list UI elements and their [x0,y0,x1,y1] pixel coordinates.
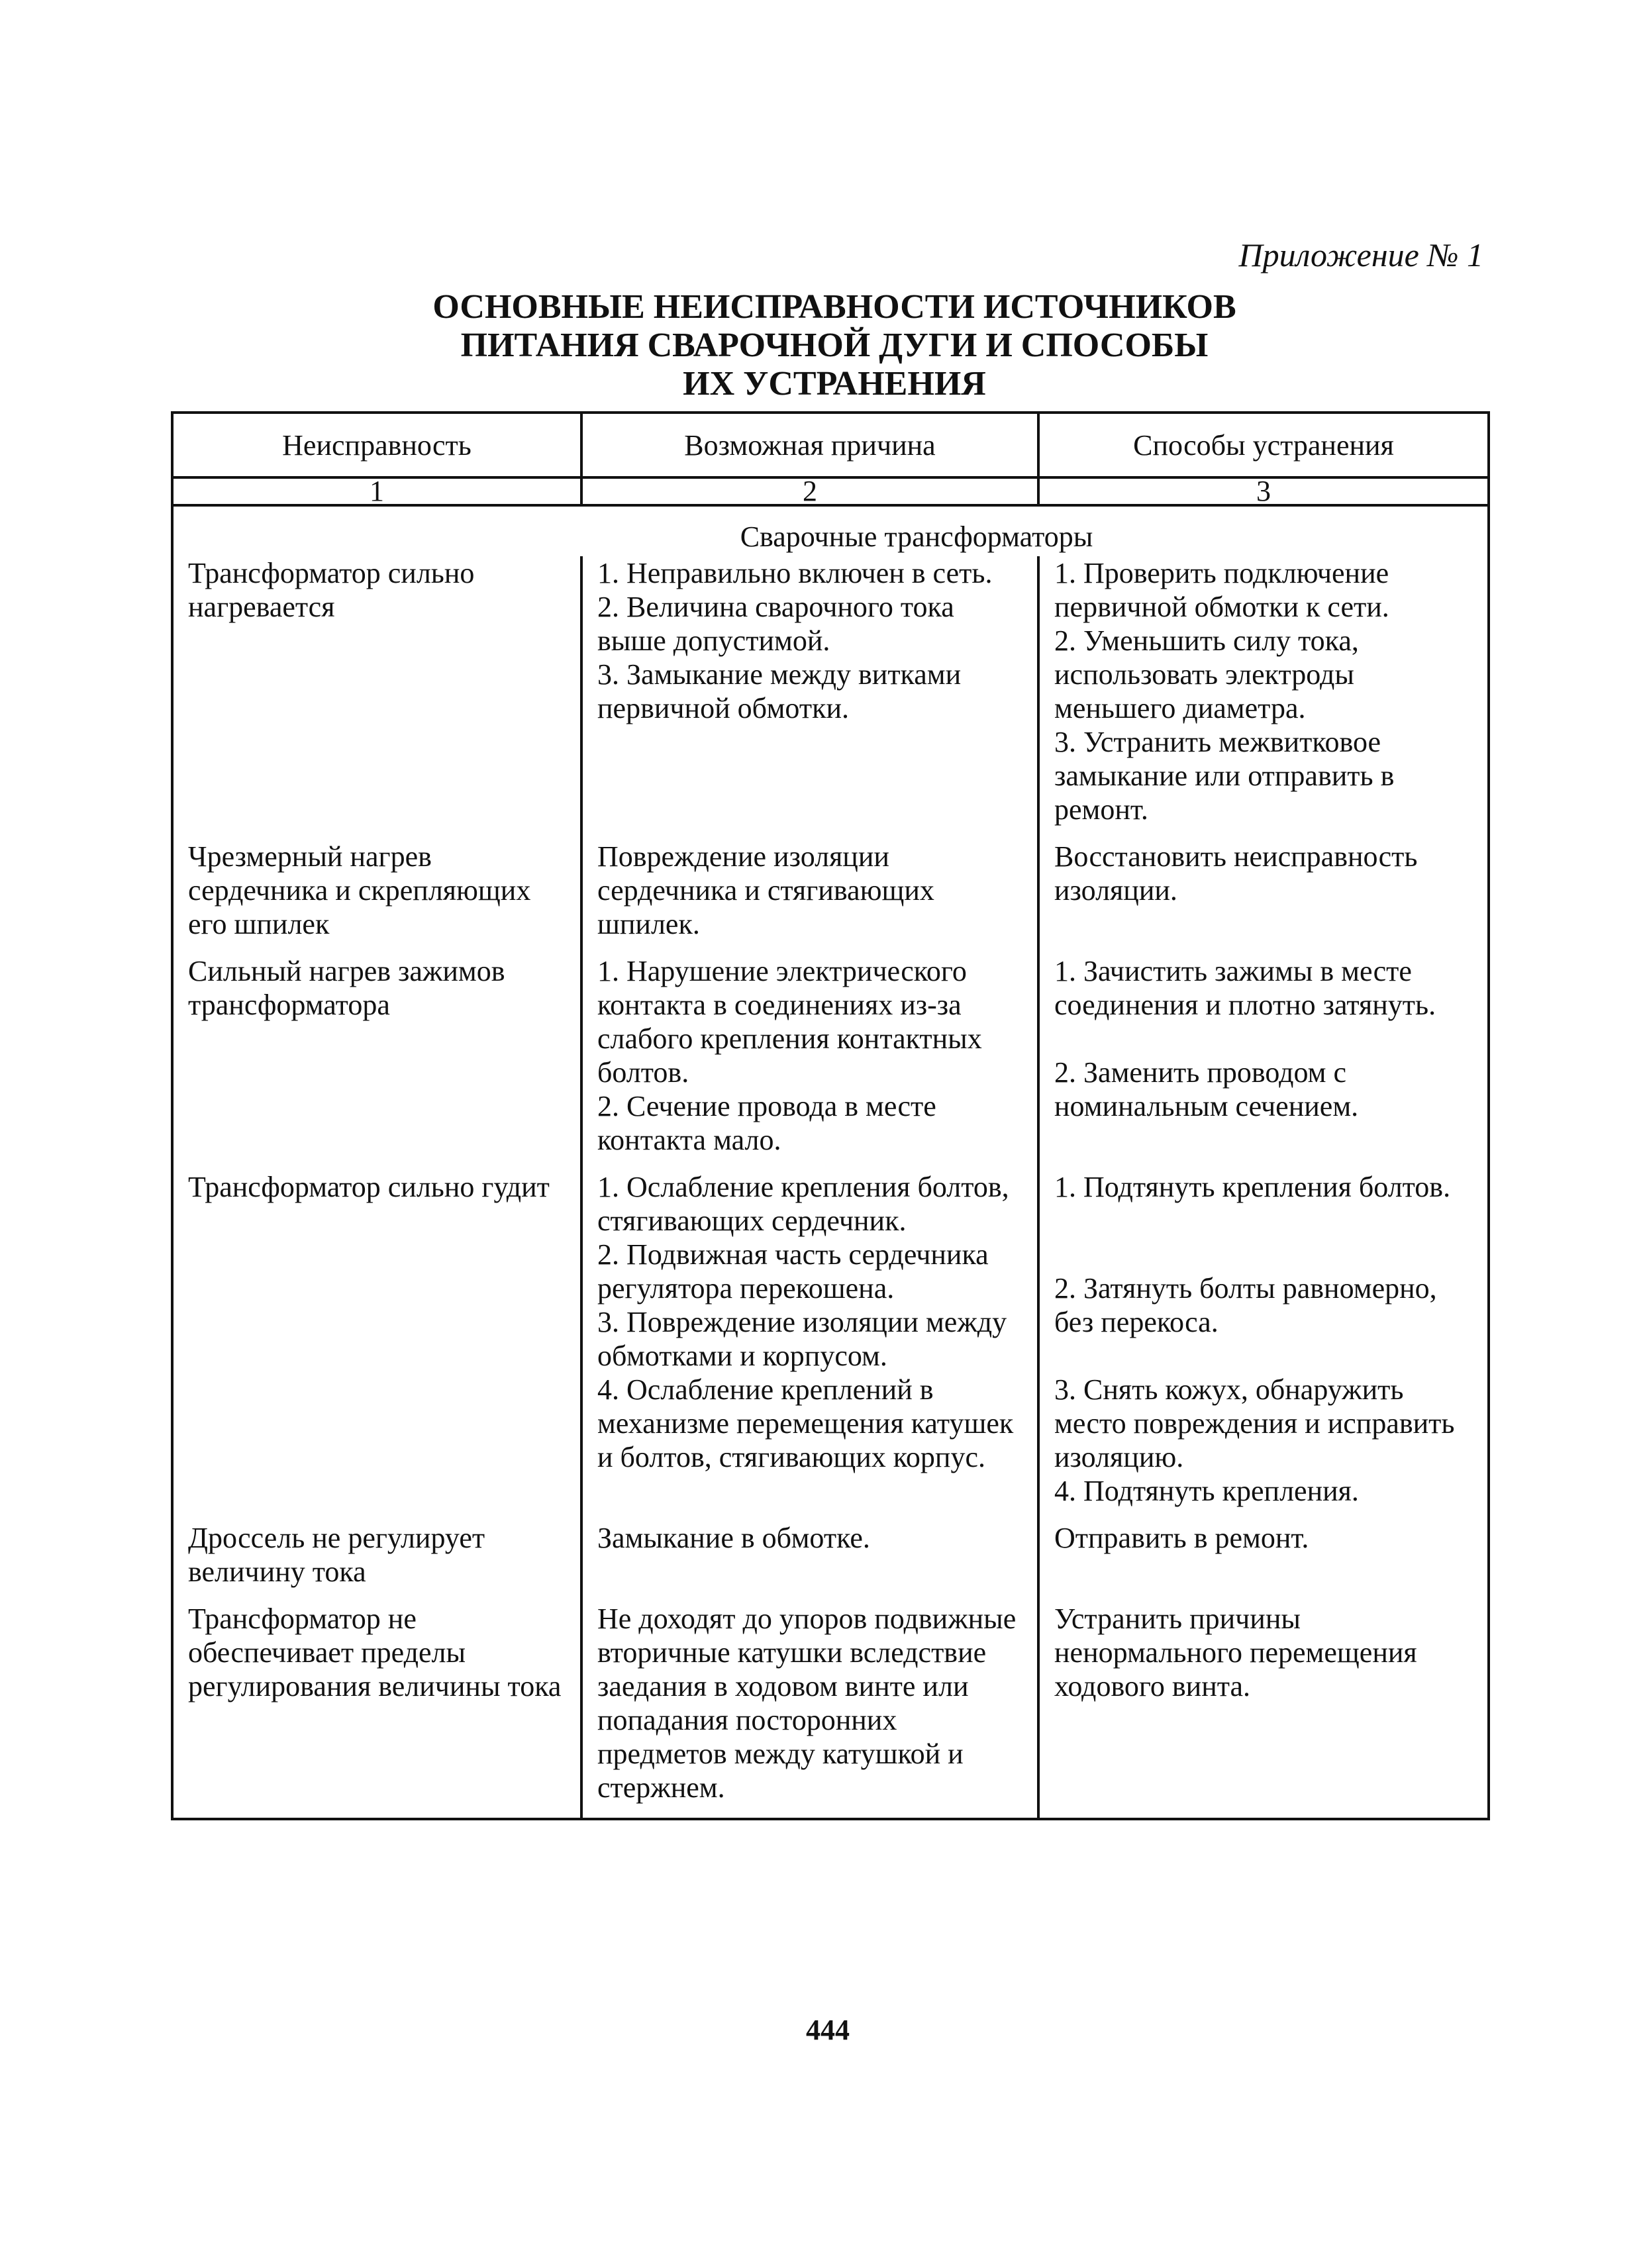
cause-item: 3. Повреждение изоляции между обмотками и корпусом. [597,1306,1007,1372]
table-row [172,556,1489,840]
remedy-item: 2. Затянуть болты равномерно, без перекоса. [1054,1272,1437,1338]
cause-item: Повреждение изоляции сердечника и стягивающих шпилек. [597,840,934,940]
remedy-item: 4. Подтянуть крепления. [1054,1475,1359,1507]
fault-cell: Трансформатор сильно нагревается [172,556,581,840]
cause-item: 1. Нарушение электрического контакта в соединениях из-за слабого крепления контактных болтов. [597,955,982,1089]
cause-cell [581,556,1038,840]
cause-cell [581,1521,1038,1602]
column-number: 1 [172,477,581,505]
fault-cell: Трансформатор сильно гудит [172,1170,581,1521]
column-number: 2 [581,477,1038,505]
remedy-cell [1038,556,1489,840]
remedy-item: Устранить причины ненормального перемещения ходового винта. [1054,1602,1417,1702]
cause-item: Замыкание в обмотке. [597,1522,870,1554]
cause-item: 4. Ослабление креплений в механизме перемещения катушек и болтов, стягивающих корпус. [597,1373,1014,1473]
cause-cell [581,1170,1038,1521]
appendix-label: Приложение № 1 [1238,236,1483,273]
remedy-item: 1. Зачистить зажимы в месте соединения и плотно затянуть. [1054,955,1436,1021]
remedy-item: 1. Подтянуть крепления болтов. [1054,1171,1451,1203]
header-fault: Неисправность [172,413,581,477]
cause-item: 1. Неправильно включен в сеть. [597,557,993,589]
cause-cell [581,840,1038,954]
cause-item: 2. Величина сварочного тока выше допустимой. [597,591,954,657]
remedy-item: 3. Снять кожух, обнаружить место повреждения и исправить изоляцию. [1054,1373,1455,1473]
remedy-cell [1038,1170,1489,1521]
page-title [371,288,1298,403]
remedy-cell [1038,1602,1489,1819]
remedy-item: 3. Устранить межвитковое замыкание или отправить в ремонт. [1054,726,1395,826]
column-number: 3 [1038,477,1489,505]
table-row [172,840,1489,954]
header-row [172,413,1489,477]
page-number: 444 [806,2014,850,2046]
table-row [172,1602,1489,1819]
header-remedy: Способы устранения [1038,413,1489,477]
cause-item: 1. Ослабление крепления болтов, стягивающих сердечник. [597,1171,1009,1237]
title-line: ИХ УСТРАНЕНИЯ [683,365,986,403]
remedy-item: 2. Уменьшить силу тока, использовать электроды меньшего диаметра. [1054,624,1359,724]
cause-item: 2. Сечение провода в месте контакта мало. [597,1090,936,1156]
table-row [172,1521,1489,1602]
column-numbers-row [172,477,1489,505]
section-heading [172,515,1489,556]
remedy-cell [1038,954,1489,1170]
fault-cell: Сильный нагрев зажимов трансформатора [172,954,581,1170]
fault-cell: Трансформатор не обеспечивает пределы регулирования величины тока [172,1602,581,1819]
fault-cell: Дроссель не регулирует величину тока [172,1521,581,1602]
faults-table [171,411,1490,1820]
section-row [172,515,1489,556]
cause-cell [581,1602,1038,1819]
table-row [172,954,1489,1170]
title-line: ПИТАНИЯ СВАРОЧНОЙ ДУГИ И СПОСОБЫ [460,326,1209,364]
cause-item: 3. Замыкание между витками первичной обмотки. [597,658,962,724]
table-row [172,1170,1489,1521]
remedy-item: 1. Проверить подключение первичной обмотки к сети. [1054,557,1389,623]
title-line: ОСНОВНЫЕ НЕИСПРАВНОСТИ ИСТОЧНИКОВ [432,288,1236,326]
cause-cell [581,954,1038,1170]
remedy-item: 2. Заменить проводом с номинальным сечением. [1054,1056,1359,1122]
header-cause: Возможная причина [581,413,1038,477]
remedy-item: Отправить в ремонт. [1054,1522,1309,1554]
remedy-cell [1038,1521,1489,1602]
cause-item: 2. Подвижная часть сердечника регулятора перекошена. [597,1238,989,1305]
fault-cell: Чрезмерный нагрев сердечника и скрепляющих его шпилек [172,840,581,954]
remedy-item: Восстановить неисправность изоляции. [1054,840,1418,907]
remedy-cell [1038,840,1489,954]
section-title: Сварочные трансформаторы [740,520,1093,553]
cause-item: Не доходят до упоров подвижные вторичные катушки вследствие заедания в ходовом винте или попадания посторонних предметов между катушкой и стержнем. [597,1602,1017,1804]
